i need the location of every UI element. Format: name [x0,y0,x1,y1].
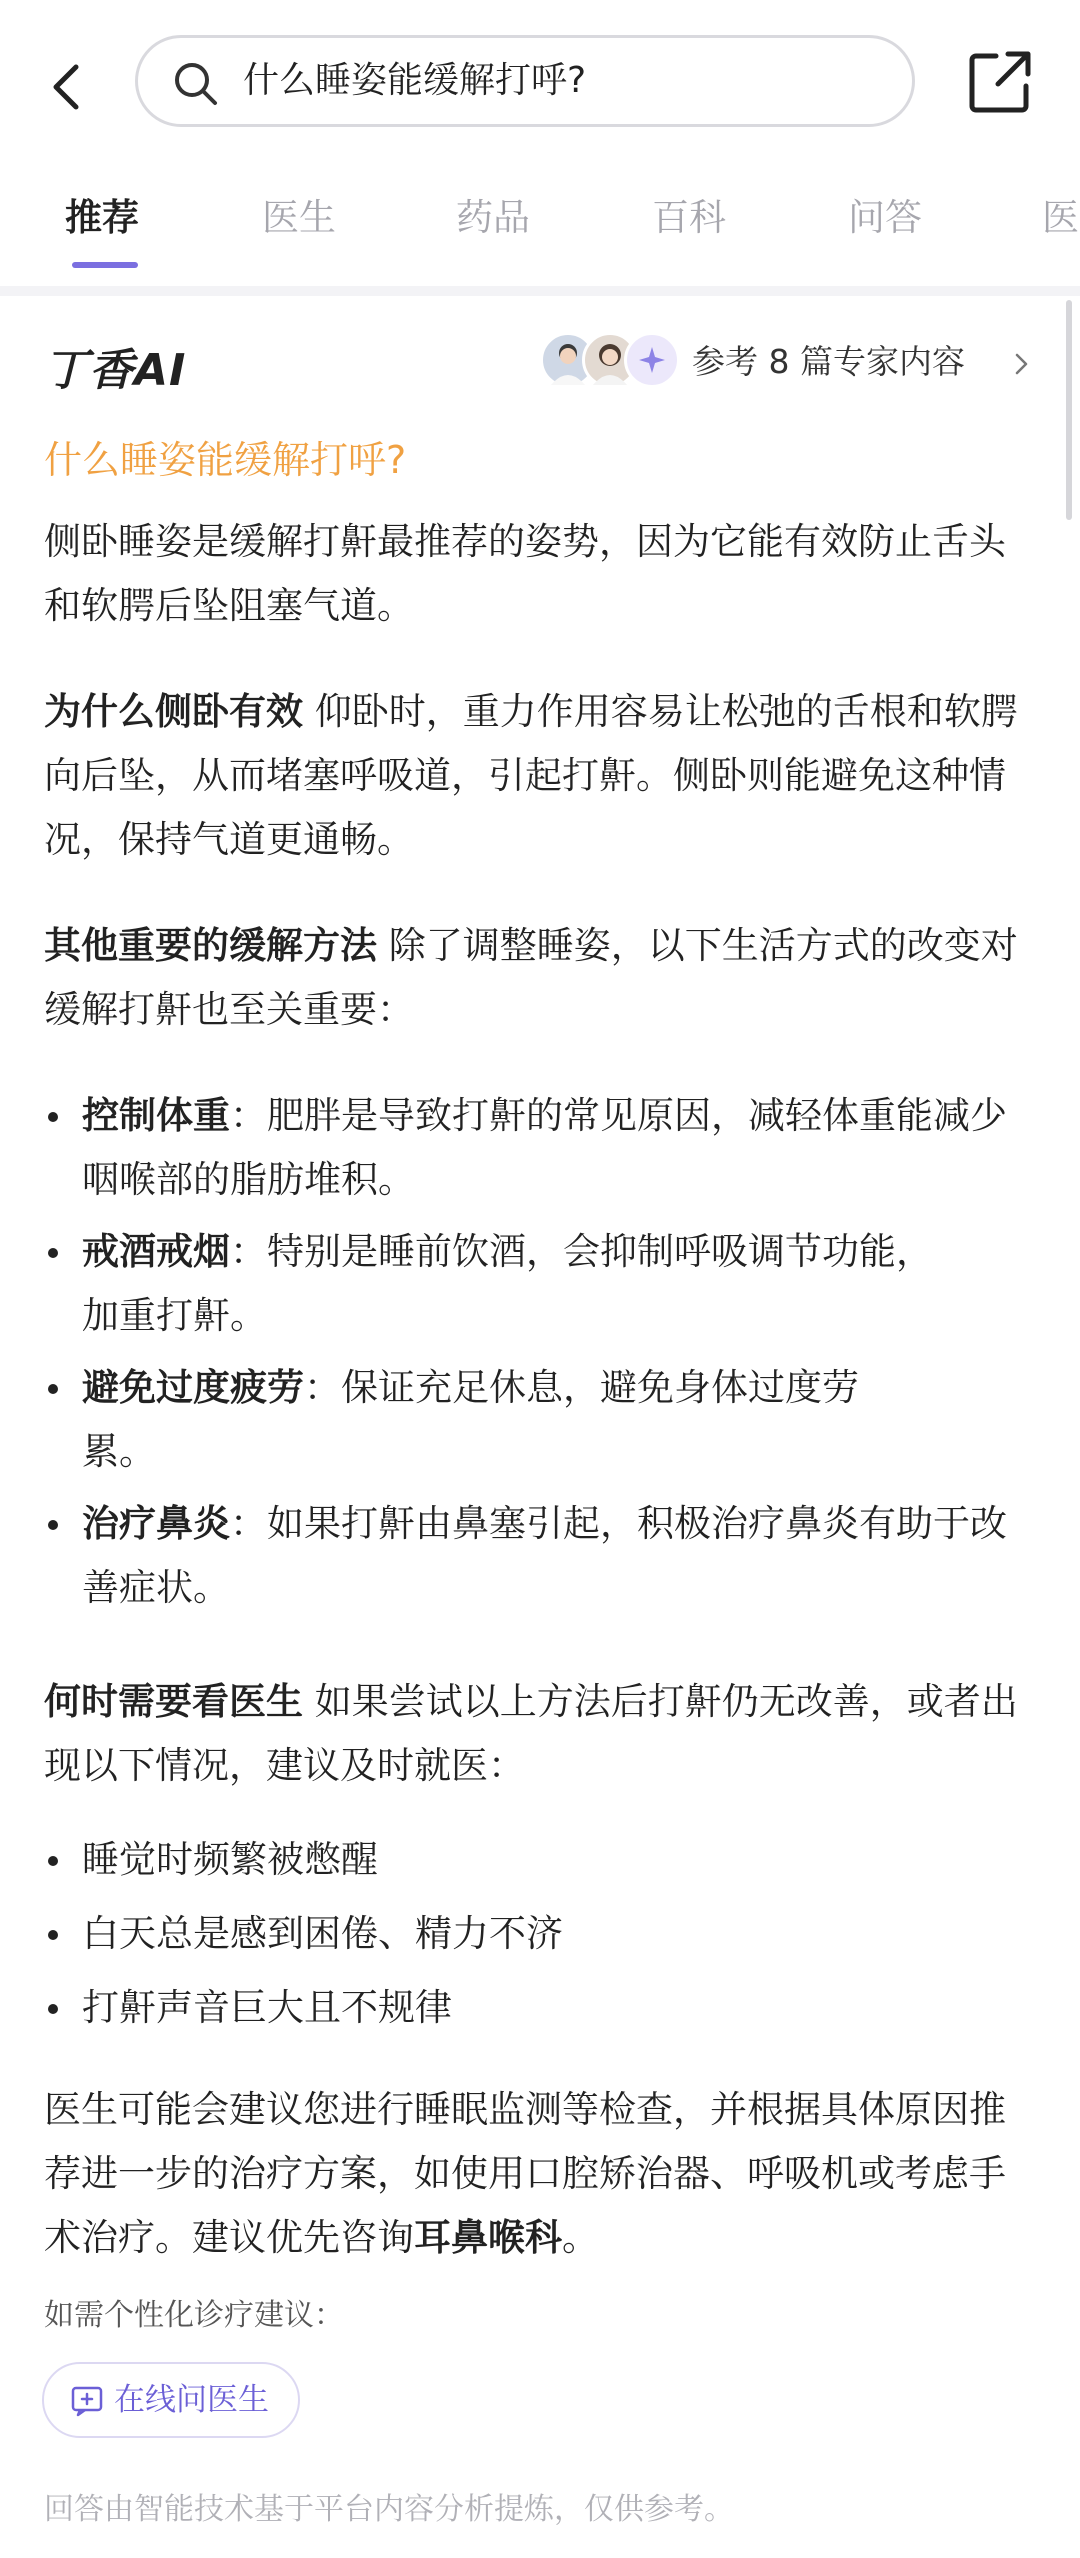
list-item: 睡觉时频繁被憋醒 [44,1828,1034,1892]
divider [0,286,1080,296]
list-item: 打鼾声音巨大且不规律 [44,1976,1034,2040]
question-title: 什么睡姿能缓解打呼? [44,438,407,482]
tab-qa[interactable]: 问答 [848,196,922,239]
ask-doctor-label: 在线问医生 [114,2382,269,2418]
ai-answer-header [0,320,1080,410]
symptoms-list [44,1828,1034,2040]
other-title: 其他重要的缓解方法 [44,924,377,967]
top-bar [0,0,1080,170]
other-text: 除了调整睡姿，以下生活方式的改变对缓解打鼾也至关重要： [44,924,1018,1031]
chat-plus-icon [70,2384,104,2418]
category-tabs [0,170,1080,270]
other-paragraph [44,914,1034,1042]
share-button[interactable] [960,42,1040,122]
why-title: 为什么侧卧有效 [44,690,303,733]
tab-medicine[interactable]: 药品 [456,196,530,239]
recommended-department: 耳鼻喉科 [414,2216,562,2259]
search-icon [168,56,224,112]
list-item: 控制体重：肥胖是导致打鼾的常见原因，减轻体重能减少咽喉部的脂肪堆积。 [44,1084,1034,1212]
back-arrow-icon [40,45,100,125]
avatar [624,332,680,388]
tab-encyclopedia[interactable]: 百科 [652,196,726,239]
doctor-text: 如果尝试以上方法后打鼾仍无改善，或者出现以下情况，建议及时就医： [44,1680,1018,1787]
tab-doctor[interactable]: 医生 [262,196,336,239]
disclaimer: 回答由智能技术基于平台内容分析提炼，仅供参考。 [44,2492,734,2527]
ai-logo: 丁香AI [44,345,187,396]
reference-link[interactable]: 参考 8 篇专家内容 [692,342,965,381]
expert-avatars[interactable] [540,332,680,392]
closing-paragraph: 医生可能会建议您进行睡眠监测等检查，并根据具体原因推荐进一步的治疗方案，如使用口腔矫治器、呼吸机或考虑手术治疗。建议优先咨询耳鼻喉科。 [44,2088,1006,2259]
answer-content [44,430,1034,2270]
active-tab-indicator [72,262,138,268]
search-query[interactable]: 什么睡姿能缓解打呼? [243,60,587,101]
intro-paragraph: 侧卧睡姿是缓解打鼾最推荐的姿势，因为它能有效防止舌头和软腭后坠阻塞气道。 [44,520,1006,627]
back-button[interactable] [40,45,100,125]
list-item: 戒酒戒烟：特别是睡前饮酒，会抑制呼吸调节功能，加重打鼾。 [44,1220,1034,1348]
doctor-paragraph [44,1670,1034,1798]
doctor-title: 何时需要看医生 [44,1680,303,1723]
list-item: 白天总是感到困倦、精力不济 [44,1902,1034,1966]
ask-doctor-online-button[interactable] [42,2362,300,2438]
list-item: 避免过度疲劳：保证充足休息，避免身体过度劳累。 [44,1356,1034,1484]
tab-recommend[interactable]: 推荐 [65,196,139,239]
methods-list [44,1084,1034,1620]
chevron-right-icon[interactable] [1010,352,1034,376]
why-paragraph [44,680,1034,872]
list-item: 治疗鼻炎：如果打鼾由鼻塞引起，积极治疗鼻炎有助于改善症状。 [44,1492,1034,1620]
share-external-icon [960,42,1040,122]
search-box[interactable] [135,35,915,127]
why-text: 仰卧时，重力作用容易让松弛的舌根和软腭向后坠，从而堵塞呼吸道，引起打鼾。侧卧则能避免这种情况，保持气道更通畅。 [44,690,1018,861]
consult-hint: 如需个性化诊疗建议： [44,2298,344,2333]
tab-more[interactable]: 医 [1042,196,1079,239]
